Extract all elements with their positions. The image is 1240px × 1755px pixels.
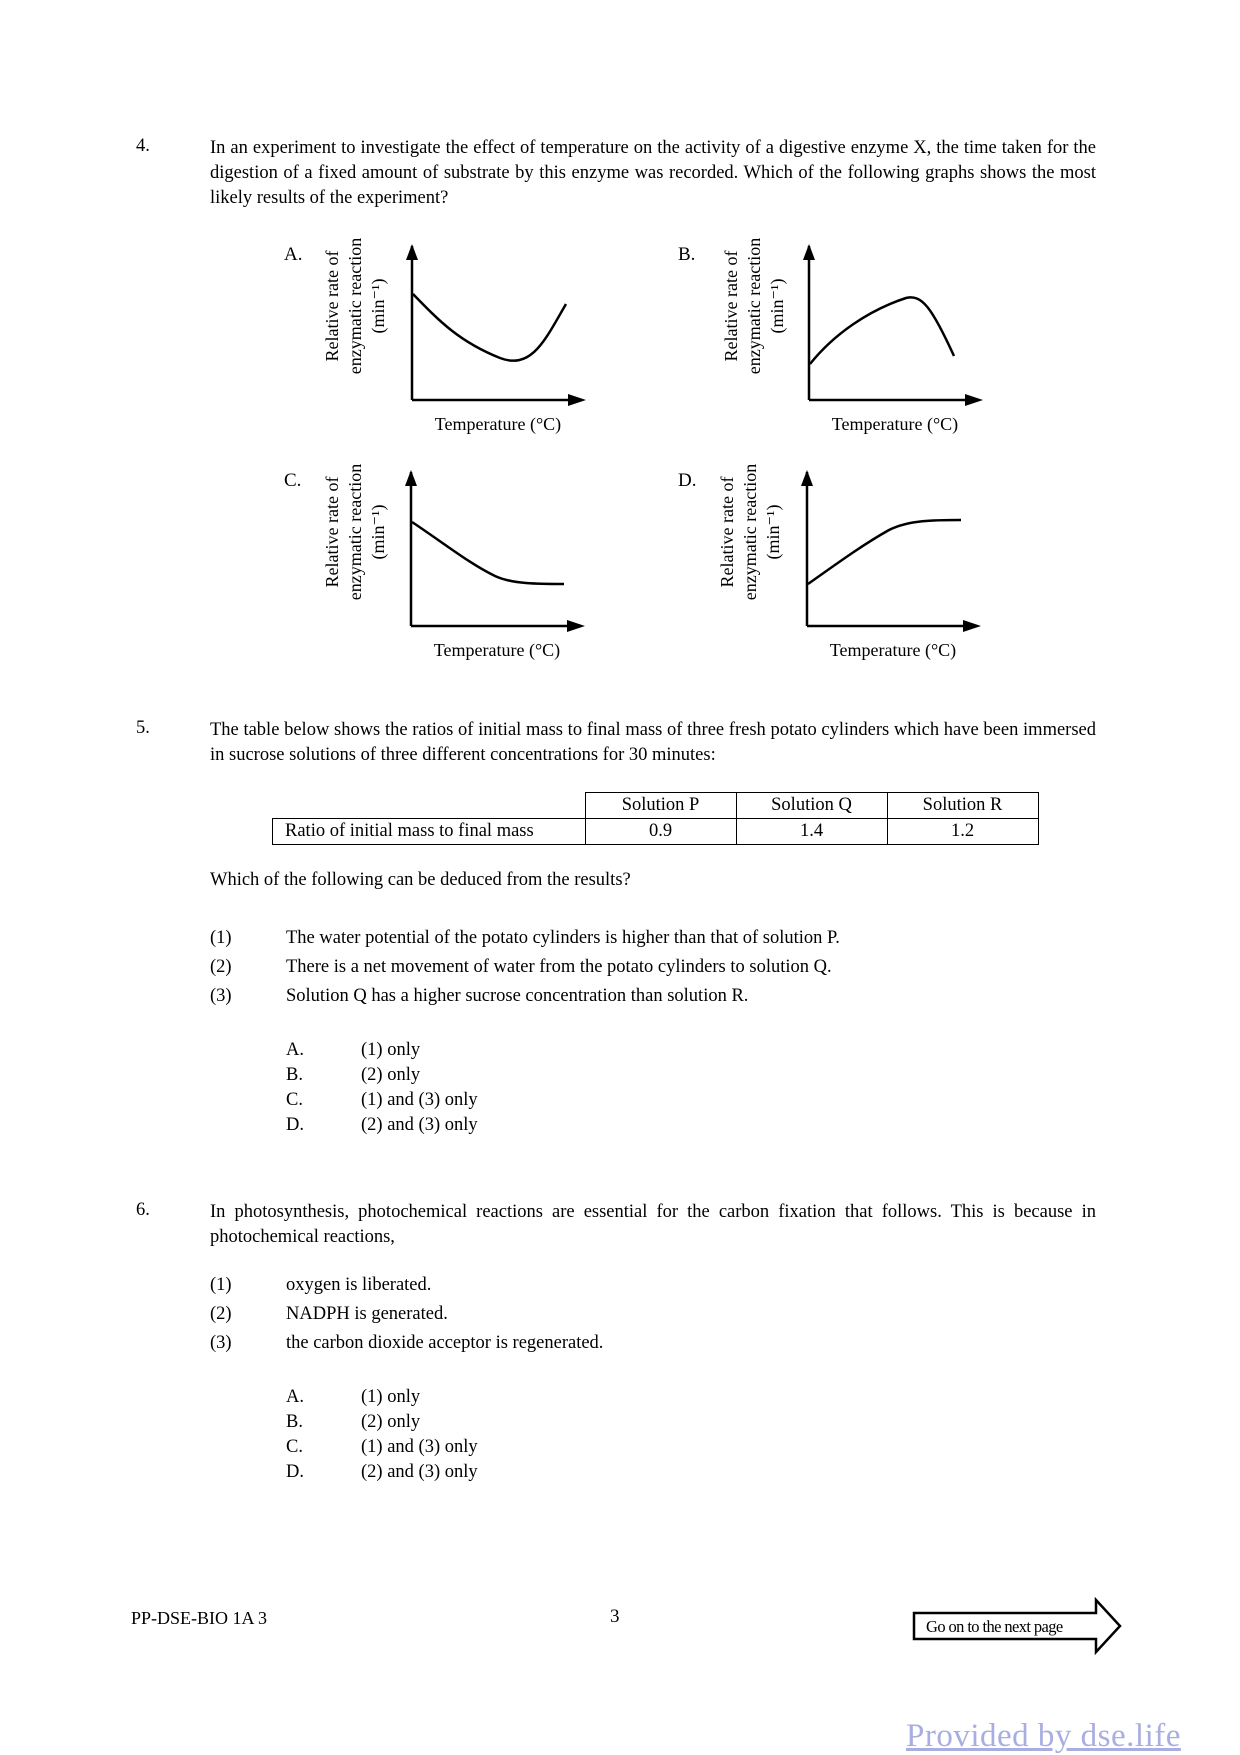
option-text: (2) and (3) only: [361, 1115, 478, 1135]
graph-a-label: A.: [284, 244, 303, 265]
graph-a-svg: [270, 236, 610, 446]
graph-b-svg: [664, 236, 1004, 446]
option-letter: B.: [286, 1065, 303, 1085]
paper-code: PP-DSE-BIO 1A 3: [131, 1608, 268, 1628]
option-letter: D.: [286, 1115, 304, 1135]
statement-number: (1): [210, 928, 232, 948]
graph-c-ylabel-line1: Relative rate of: [322, 476, 342, 588]
graph-a-ylabel-line2: enzymatic reaction: [345, 237, 365, 375]
option-letter: D.: [286, 1462, 304, 1482]
watermark: Provided by dse.life: [906, 1718, 1181, 1754]
graph-b-ylabel-line3: (min⁻¹): [767, 278, 787, 334]
statement-text: the carbon dioxide acceptor is regenerated.: [286, 1333, 604, 1353]
graph-c-ylabel-line3: (min⁻¹): [368, 504, 388, 560]
graph-d-curve: [808, 520, 961, 584]
graph-a-curve: [413, 294, 566, 361]
option-letter: B.: [286, 1412, 303, 1432]
option-letter: C.: [286, 1437, 303, 1457]
graph-a-ylabel-line1: Relative rate of: [322, 250, 342, 362]
next-page-button[interactable]: [912, 1596, 1124, 1662]
ratio-table: [272, 792, 1039, 845]
question-5-prompt: Which of the following can be deduced from the results?: [210, 870, 631, 890]
graph-a-xlabel: Temperature (°C): [434, 414, 562, 434]
graph-a-ylabel-line3: (min⁻¹): [368, 278, 388, 334]
question-4-number: 4.: [136, 136, 150, 156]
question-5-text: The table below shows the ratios of initial mass to final mass of three fresh potato cylinders which have been immersed in sucrose solutions of three different concentrations for 30 minutes:: [210, 720, 1096, 765]
graph-b-label: B.: [678, 244, 696, 265]
graph-b-ylabel-line1: Relative rate of: [721, 250, 741, 362]
table-row: [273, 819, 1039, 845]
table-value-q: 1.4: [736, 819, 887, 845]
option-text: (1) and (3) only: [361, 1437, 478, 1457]
statement-number: (2): [210, 1304, 232, 1324]
graph-c-svg: [270, 462, 610, 672]
option-text: (1) and (3) only: [361, 1090, 478, 1110]
graph-d-xlabel: Temperature (°C): [829, 640, 957, 660]
option-text: (2) only: [361, 1065, 421, 1085]
graph-d-svg: [664, 462, 1004, 672]
option-text: (1) only: [361, 1387, 421, 1407]
graph-c-curve: [412, 522, 564, 584]
graph-c-label: C.: [284, 470, 302, 491]
option-text: (2) and (3) only: [361, 1462, 478, 1482]
statement-number: (3): [210, 1333, 232, 1353]
graph-c-xlabel: Temperature (°C): [433, 640, 561, 660]
question-5-number: 5.: [136, 718, 150, 738]
arrow-right-icon: [912, 1596, 1124, 1656]
table-header-p: Solution P: [585, 793, 736, 819]
table-header-r: Solution R: [887, 793, 1038, 819]
graph-d: [664, 462, 1004, 678]
graph-d-ylabel-line3: (min⁻¹): [763, 504, 783, 560]
option-letter: C.: [286, 1090, 303, 1110]
question-4-text: In an experiment to investigate the effect of temperature on the activity of a digestive enzyme X, the time taken for the digestion of a fixed amount of substrate by this enzyme was recorded. Which of the following graphs shows the most likely results of the experiment?: [210, 138, 1096, 208]
table-value-r: 1.2: [887, 819, 1038, 845]
graph-c-ylabel-line2: enzymatic reaction: [345, 463, 365, 601]
graph-b-xlabel: Temperature (°C): [831, 414, 959, 434]
option-letter: A.: [286, 1040, 304, 1060]
graph-d-ylabel-line1: Relative rate of: [717, 476, 737, 588]
statement-number: (2): [210, 957, 232, 977]
statement-text: The water potential of the potato cylinders is higher than that of solution P.: [286, 928, 840, 948]
table-value-p: 0.9: [585, 819, 736, 845]
statement-number: (3): [210, 986, 232, 1006]
graph-d-ylabel-line2: enzymatic reaction: [740, 463, 760, 601]
question-6-number: 6.: [136, 1200, 150, 1220]
statement-text: Solution Q has a higher sucrose concentration than solution R.: [286, 986, 749, 1006]
statement-number: (1): [210, 1275, 232, 1295]
option-letter: A.: [286, 1387, 304, 1407]
table-header-q: Solution Q: [736, 793, 887, 819]
graph-c: [270, 462, 610, 678]
statement-text: oxygen is liberated.: [286, 1275, 432, 1295]
statement-text: There is a net movement of water from the potato cylinders to solution Q.: [286, 957, 832, 977]
graph-d-label: D.: [678, 470, 697, 491]
table-header-row: [273, 793, 1039, 819]
table-row-label: Ratio of initial mass to final mass: [273, 819, 586, 845]
question-6-text: In photosynthesis, photochemical reactions are essential for the carbon fixation that follows. This is because in photochemical reactions,: [210, 1202, 1096, 1247]
graph-a: [270, 236, 610, 452]
graph-b: [664, 236, 1004, 452]
graph-b-curve: [810, 297, 954, 364]
option-text: (1) only: [361, 1040, 421, 1060]
next-page-label: Go on to the next page: [926, 1617, 1063, 1636]
page-number: 3: [610, 1606, 620, 1627]
option-text: (2) only: [361, 1412, 421, 1432]
graph-b-ylabel-line2: enzymatic reaction: [744, 237, 764, 375]
statement-text: NADPH is generated.: [286, 1304, 448, 1324]
